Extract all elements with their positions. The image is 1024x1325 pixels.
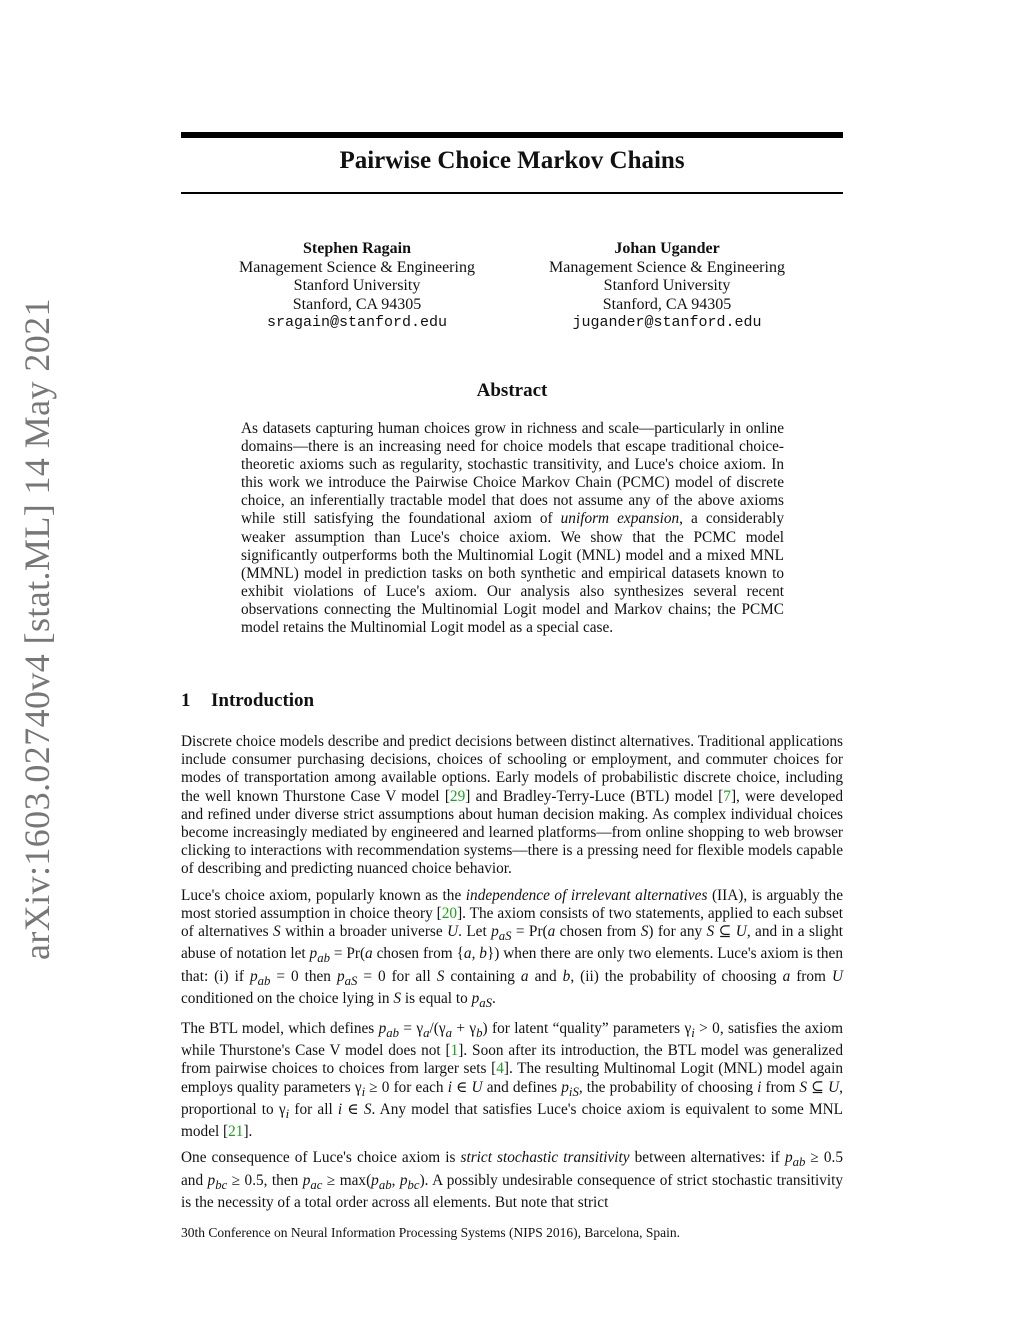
citation-link[interactable]: 21 [228,1123,244,1141]
author-address: Stanford, CA 94305 [292,295,422,313]
author-dept: Management Science & Engineering [239,258,475,276]
title-bottom-rule [181,192,843,194]
body-text [181,733,843,1220]
section-number: 1 [181,690,191,711]
author-name: Stephen Ragain [302,240,412,257]
paragraph-4: One consequence of Luce's choice axiom is strict stochastic transitivity between alternatives: if $p_{ab} \ge 0.5$ and $p_{bc} \ge 0.5$, then $p_{ac} \ge \max(p_{ab}$, $p_{bc}$). A possibly undesirable consequence of strict stochastic transitivity is the necessity of a total order across all elements. But note that strict [181,1149,844,1211]
iia-emphasis: independence of irrelevant alternatives [465,886,708,904]
citation-link[interactable]: 20 [441,904,458,922]
citation-link[interactable]: 7 [723,787,731,805]
author-university: Stanford University [293,277,421,295]
author-address: Stanford, CA 94305 [602,295,732,313]
abstract-heading: Abstract [476,380,548,401]
paragraph-2: Luce's choice axiom, popularly known as the independence of irrelevant alternatives (IIA), is arguably the most storied assumption in choice theory [20]. The axiom consists of two statements, applied to each subset of alternatives S within a broader universe U. Let $p_{aS} = Pr(a$ chosen from S) for any S ⊆ U, and in a slight abuse of notation let $p_{ab} = Pr(a$ chosen from {a, b}) when there are only two elements. Luce's axiom is then that: (i) if $p_{ab} = 0$ then $p_{aS} = 0$ for all S containing a and b, (ii) the probability of choosing a from U conditioned on the choice lying in S is equal to $p_{aS}$. [181,886,843,1010]
citation-link[interactable]: 29 [449,787,466,805]
abstract-emphasis: uniform expansion [560,510,680,528]
author-email[interactable]: jugander@stanford.edu [572,314,762,332]
author-block-2 [507,240,827,333]
abstract-text: As datasets capturing human choices grow in richness and scale—particularly in online domains—there is an increasing need for choice models that escape traditional choice-theoretic axioms such as regularity, stochastic transitivity, and Luce's choice axiom. In this work we introduce the Pairwise Choice Markov Chain (PCMC) model of discrete choice, an inferentially tractable model that does not assume any of the above axioms while still satisfying the foundational axiom of uniform expansion, a considerably weaker assumption than Luce's choice axiom. We show that the PCMC model significantly outperforms both the Multinomial Logit (MNL) model and a mixed MNL (MMNL) model in prediction tasks on both synthetic and empirical datasets known to exhibit violations of Luce's axiom. Our analysis also synthesizes several recent observations connecting the Multinomial Logit model and Markov chains; the PCMC model retains the Multinomial Logit model as a special case. [241,420,785,637]
arxiv-identifier: arXiv:1603.02740v4 [stat.ML] 14 May 2021 [17,298,57,960]
paragraph-1: Discrete choice models describe and predict decisions between distinct alternatives. Traditional applications include consumer purchasing decisions, choices of schooling or employment, and commuter choices for modes of transportation among available options. Early models of probabilistic discrete choice, including the well known Thurstone Case V model [29] and Bradley-Terry-Luce (BTL) model [7], were developed and refined under diverse strict assumptions about human decision making. As complex individual choices become increasingly mediated by engineered and learned platforms—from online shopping to web browser clicking to interactions with recommendation systems—there is a pressing need for flexible models capable of describing and predicting nuanced choice behavior. [181,733,843,878]
citation-link[interactable]: 1 [450,1042,459,1060]
citation-link[interactable]: 4 [496,1060,504,1078]
section-heading [181,689,314,713]
conference-footnote: 30th Conference on Neural Information Processing Systems (NIPS 2016), Barcelona, Spain. [181,1225,681,1240]
title-top-rule [181,132,843,138]
sst-emphasis: strict stochastic transitivity [460,1149,630,1167]
paper-title: Pairwise Choice Markov Chains [339,147,685,174]
author-dept: Management Science & Engineering [549,258,785,276]
author-name: Johan Ugander [614,240,720,257]
paragraph-3: The BTL model, which defines $p_{ab} = \gamma_a/(\gamma_a + \gamma_b)$ for latent “quality” parameters $\gamma_i > 0$, satisfies the axiom while Thurstone's Case V model does not [1]. Soon after its introduction, the BTL model was generalized from pairwise choices to choices from larger sets [4]. The resulting Multinomal Logit (MNL) model again employs quality parameters $\gamma_i \ge 0$ for each i ∈ U and defines $p_{iS}$, the probability of choosing i from S ⊆ U, proportional to $\gamma_i$ for all i ∈ S. Any model that satisfies Luce's choice axiom is equivalent to some MNL model [21]. [181,1020,843,1141]
author-email[interactable]: sragain@stanford.edu [266,314,448,332]
author-block-1 [197,240,517,333]
section-title: Introduction [211,690,315,711]
author-university: Stanford University [603,277,731,295]
